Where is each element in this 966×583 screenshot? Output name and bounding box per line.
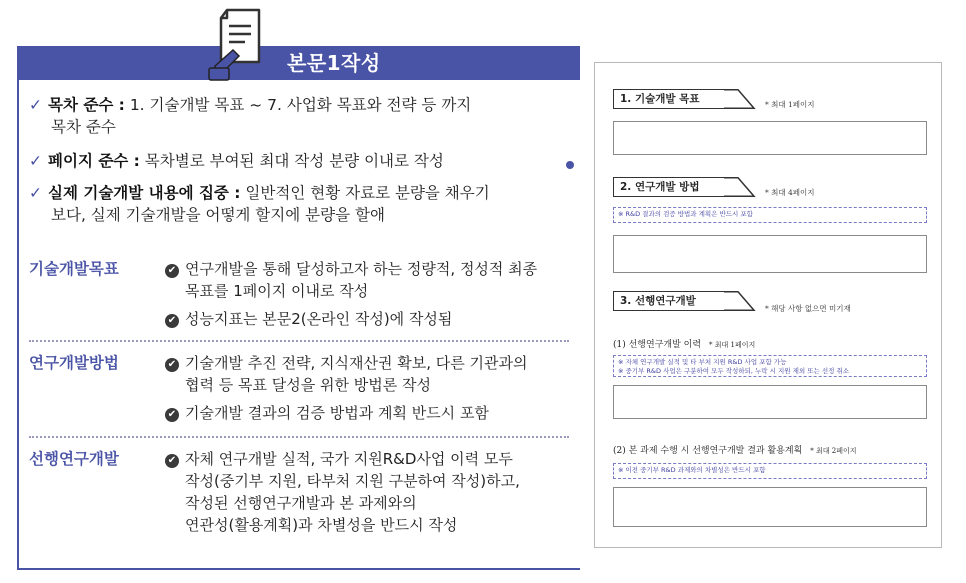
content-box-1 — [613, 121, 927, 155]
check-item-text: 1. 기술개발 목표 ~ 7. 사업화 목표와 전략 등 까지 — [124, 96, 472, 114]
check-circle-icon: ✔ — [165, 408, 179, 422]
check-item-page — [29, 150, 569, 172]
check-item-title: 페이지 준수 : — [48, 152, 140, 170]
bullet-goal-1 — [165, 258, 565, 302]
check-item-toc — [29, 94, 569, 138]
check-circle-icon: ✔ — [165, 264, 179, 278]
subsection-title: (2) 본 과제 수행 시 선행연구개발 결과 활용계획 — [613, 446, 803, 456]
bullet-text-cont: 연관성(활용계획)과 차별성을 반드시 작성 — [185, 516, 458, 534]
page-title: 본문1작성 — [287, 51, 381, 75]
bullet-text-cont: 목표를 1페이지 이내로 작성 — [185, 282, 369, 300]
notice-box — [613, 355, 927, 377]
checkmark-icon: ✓ — [29, 152, 42, 170]
tab-slant — [724, 177, 760, 197]
bullet-text: 기술개발 추진 전략, 지식재산권 확보, 다른 기관과의 — [185, 354, 528, 372]
bullet-method-1 — [165, 352, 565, 396]
section-label-prior: 선행연구개발 — [29, 450, 119, 468]
bullet-text: 성능지표는 본문2(온라인 작성)에 작성됨 — [185, 310, 453, 328]
tab-section-3: 3. 선행연구개발 — [613, 291, 725, 311]
summary-panel — [17, 46, 580, 570]
tab-slant — [724, 89, 760, 109]
subsection-title: (1) 선행연구개발 이력 — [613, 340, 702, 350]
check-item-text: 일반적인 현황 자료로 분량을 채우기 — [240, 184, 490, 202]
tab-note: * 최대 1페이지 — [765, 100, 815, 109]
tab-note: * 해당 사항 없으면 미기재 — [765, 304, 851, 313]
bullet-text-cont: 협력 등 목표 달성을 위한 방법론 작성 — [185, 376, 431, 394]
bullet-text: 연구개발을 통해 달성하고자 하는 정량적, 정성적 최종 — [185, 260, 538, 278]
document-pen-icon — [207, 6, 273, 82]
content-box-2 — [613, 235, 927, 273]
tab-slant — [724, 291, 760, 311]
bullet-prior-1 — [165, 448, 565, 536]
subsection-note: * 최대 1페이지 — [709, 341, 756, 349]
content-box-3 — [613, 385, 927, 419]
check-item-title: 목차 준수 : — [48, 96, 125, 114]
divider — [29, 436, 569, 438]
subsection-1 — [613, 337, 755, 350]
notice-line: ※ 중기부 R&D 사업은 구분하여 모두 작성하되, 누락 시 지원 제외 또는 선정 취소 — [618, 367, 850, 375]
connector-dot — [566, 161, 574, 169]
section-label-method: 연구개발방법 — [29, 354, 119, 372]
subsection-2 — [613, 443, 857, 456]
content-box-4 — [613, 487, 927, 527]
checkmark-icon: ✓ — [29, 96, 42, 114]
check-circle-icon: ✔ — [165, 454, 179, 468]
tab-section-2: 2. 연구개발 방법 — [613, 177, 725, 197]
bullet-goal-2 — [165, 308, 565, 330]
bullet-text: 자체 연구개발 실적, 국가 지원R&D사업 이력 모두 — [185, 450, 513, 468]
check-item-focus — [29, 182, 569, 226]
check-item-text-cont: 보다, 실제 기술개발을 어떻게 할지에 분량을 할애 — [51, 206, 385, 224]
check-circle-icon: ✔ — [165, 358, 179, 372]
notice-box: ※ 이전 중기부 R&D 과제와의 차별성은 반드시 포함 — [613, 463, 927, 479]
section-label-goal: 기술개발목표 — [29, 260, 119, 278]
form-preview — [594, 62, 942, 548]
check-item-title: 실제 기술개발 내용에 집중 : — [48, 184, 241, 202]
notice-line: ※ 자체 연구개발 실적 및 타 부처 지원 R&D 사업 포함 가능 — [618, 358, 787, 366]
bullet-text: 기술개발 결과의 검증 방법과 계획 반드시 포함 — [185, 404, 489, 422]
checkmark-icon: ✓ — [29, 184, 42, 202]
tab-note: * 최대 4페이지 — [765, 188, 815, 197]
bullet-method-2 — [165, 402, 565, 424]
check-item-text: 목차별로 부여된 최대 작성 분량 이내로 작성 — [139, 152, 444, 170]
bullet-text-cont: 작성(중기부 지원, 타부처 지원 구분하여 작성)하고, — [185, 472, 520, 490]
notice-box: ※ R&D 결과의 검증 방법과 계획은 반드시 포함 — [613, 207, 927, 223]
divider — [29, 340, 569, 342]
bullet-text-cont: 작성된 선행연구개발과 본 과제와의 — [185, 494, 417, 512]
tab-section-1: 1. 기술개발 목표 — [613, 89, 725, 109]
check-item-text-cont: 목차 준수 — [51, 118, 116, 136]
subsection-note: * 최대 2페이지 — [810, 447, 857, 455]
check-circle-icon: ✔ — [165, 314, 179, 328]
title-bar — [17, 46, 580, 80]
